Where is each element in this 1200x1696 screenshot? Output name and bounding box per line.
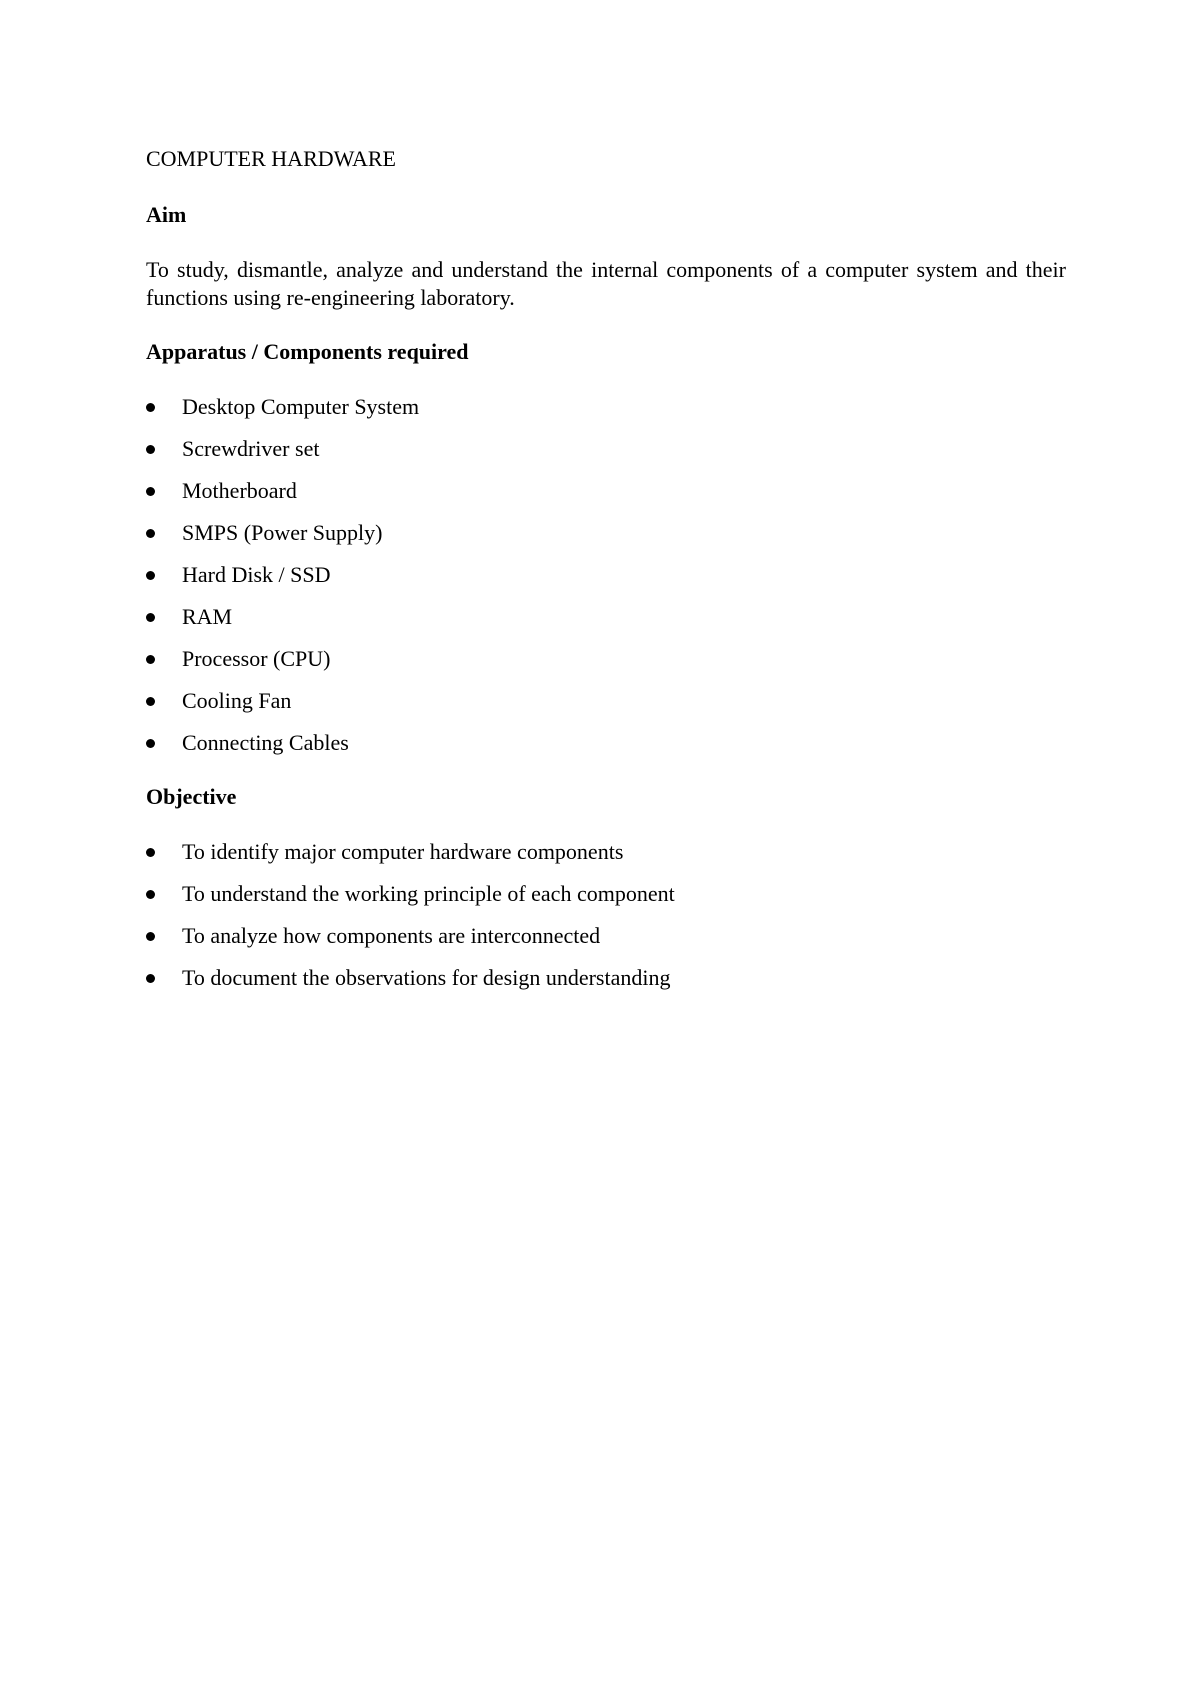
apparatus-list-item bbox=[146, 603, 1066, 631]
aim-heading: Aim bbox=[146, 202, 187, 227]
apparatus-list-item bbox=[146, 687, 1066, 715]
objective-list-item bbox=[146, 880, 1066, 908]
bullet-icon bbox=[146, 697, 155, 706]
document-title: COMPUTER HARDWARE bbox=[146, 146, 396, 171]
bullet-icon bbox=[146, 848, 155, 857]
apparatus-list-item bbox=[146, 519, 1066, 547]
bullet-icon bbox=[146, 974, 155, 983]
apparatus-item-text: Processor (CPU) bbox=[182, 646, 331, 671]
apparatus-list-item bbox=[146, 435, 1066, 463]
bullet-icon bbox=[146, 932, 155, 941]
bullet-icon bbox=[146, 445, 155, 454]
apparatus-item-text: RAM bbox=[182, 604, 233, 629]
apparatus-item-text: Screwdriver set bbox=[182, 436, 320, 461]
objective-heading: Objective bbox=[146, 784, 237, 809]
bullet-icon bbox=[146, 655, 155, 664]
apparatus-item-text: Hard Disk / SSD bbox=[182, 562, 331, 587]
bullet-icon bbox=[146, 890, 155, 899]
apparatus-list-item bbox=[146, 729, 1066, 757]
apparatus-list bbox=[146, 393, 1066, 757]
apparatus-list-item bbox=[146, 393, 1066, 421]
objective-list-item bbox=[146, 964, 1066, 992]
apparatus-item-text: Connecting Cables bbox=[182, 730, 349, 755]
document-content bbox=[146, 145, 1066, 1018]
apparatus-item-text: SMPS (Power Supply) bbox=[182, 520, 383, 545]
apparatus-heading: Apparatus / Components required bbox=[146, 339, 469, 364]
apparatus-item-text: Cooling Fan bbox=[182, 688, 292, 713]
bullet-icon bbox=[146, 487, 155, 496]
apparatus-item-text: Motherboard bbox=[182, 478, 297, 503]
bullet-icon bbox=[146, 571, 155, 580]
bullet-icon bbox=[146, 529, 155, 538]
bullet-icon bbox=[146, 739, 155, 748]
apparatus-list-item bbox=[146, 645, 1066, 673]
aim-paragraph: To study, dismantle, analyze and understand the internal components of a computer system and their functions using re-engineering laboratory. bbox=[146, 257, 1066, 310]
objective-list bbox=[146, 838, 1066, 992]
bullet-icon bbox=[146, 613, 155, 622]
objective-item-text: To identify major computer hardware components bbox=[182, 839, 624, 864]
objective-item-text: To understand the working principle of each component bbox=[182, 881, 675, 906]
apparatus-item-text: Desktop Computer System bbox=[182, 394, 420, 419]
apparatus-list-item bbox=[146, 477, 1066, 505]
objective-list-item bbox=[146, 922, 1066, 950]
bullet-icon bbox=[146, 403, 155, 412]
objective-item-text: To document the observations for design understanding bbox=[182, 965, 671, 990]
objective-list-item bbox=[146, 838, 1066, 866]
apparatus-list-item bbox=[146, 561, 1066, 589]
objective-item-text: To analyze how components are interconnected bbox=[182, 923, 601, 948]
